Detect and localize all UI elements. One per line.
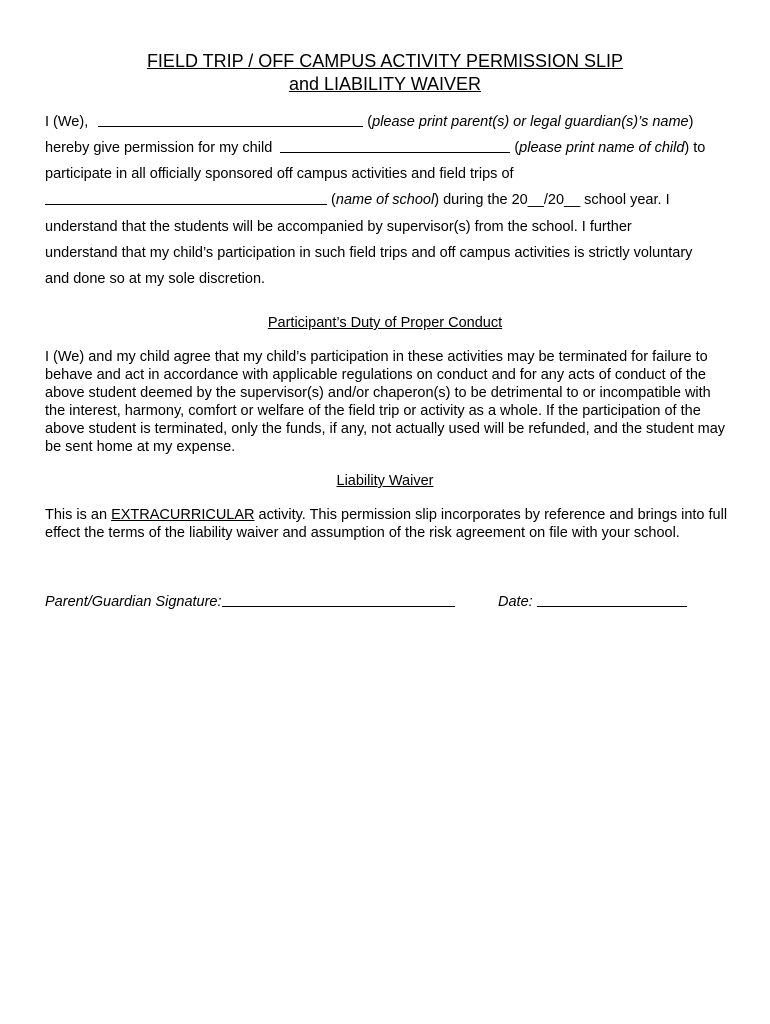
child-name-hint: please print name of child bbox=[519, 140, 685, 156]
permission-line-6: understand that my child’s participation in such field trips and off campus activities is strictly voluntary bbox=[45, 245, 693, 261]
permission-line-1: I (We), (please print parent(s) or legal guardian(s)’s name) bbox=[45, 114, 694, 130]
we-label: I (We), bbox=[45, 114, 89, 130]
permission-prefix: hereby give permission for my child bbox=[45, 140, 273, 156]
permission-line-4: (name of school) during the 20__/20__ school year. I bbox=[45, 191, 670, 209]
date-label: Date: bbox=[498, 594, 533, 610]
waiver-heading: Liability Waiver bbox=[336, 473, 434, 489]
date-row bbox=[498, 593, 687, 611]
date-field[interactable] bbox=[537, 594, 687, 607]
conduct-heading: Participant’s Duty of Proper Conduct bbox=[267, 315, 503, 331]
waiver-paragraph: This is an EXTRACURRICULAR activity. This permission slip incorporates by reference and brings into full effect the terms of the liability waiver and assumption of the risk agreement on file with your school. bbox=[45, 507, 728, 541]
school-name-hint: name of school bbox=[335, 192, 435, 208]
permission-line-2: hereby give permission for my child (please print name of child) to bbox=[45, 140, 706, 156]
parent-name-hint: please print parent(s) or legal guardian(s)’s name bbox=[372, 114, 689, 130]
signature-row bbox=[45, 593, 455, 611]
document-title-line2: and LIABILITY WAIVER bbox=[288, 74, 482, 94]
permission-line-7: and done so at my sole discretion. bbox=[45, 271, 266, 287]
document-title-line1: FIELD TRIP / OFF CAMPUS ACTIVITY PERMISSION SLIP bbox=[146, 51, 624, 71]
permission-line-3: participate in all officially sponsored off campus activities and field trips of bbox=[45, 166, 514, 182]
conduct-paragraph: I (We) and my child agree that my child’s participation in these activities may be terminated for failure to behave and act in accordance with applicable regulations on conduct and for any acts of conduct of the above student deemed by the supervisor(s) and/or chaperon(s) to be detrimental to or incompatible with the interest, harmony, comfort or welfare of the field trip or activity as a whole. If the participation of the above student is terminated, only the funds, if any, not actually used will be refunded, and the student may be sent home at my expense. bbox=[45, 349, 726, 455]
signature-field[interactable] bbox=[222, 594, 455, 607]
school-name-field[interactable] bbox=[45, 192, 327, 205]
permission-line-5: understand that the students will be accompanied by supervisor(s) from the school. I further bbox=[45, 219, 632, 235]
parent-name-field[interactable] bbox=[98, 114, 363, 127]
signature-label: Parent/Guardian Signature: bbox=[45, 594, 222, 610]
child-name-field[interactable] bbox=[280, 140, 510, 153]
extracurricular-emphasis: EXTRACURRICULAR bbox=[111, 507, 255, 523]
